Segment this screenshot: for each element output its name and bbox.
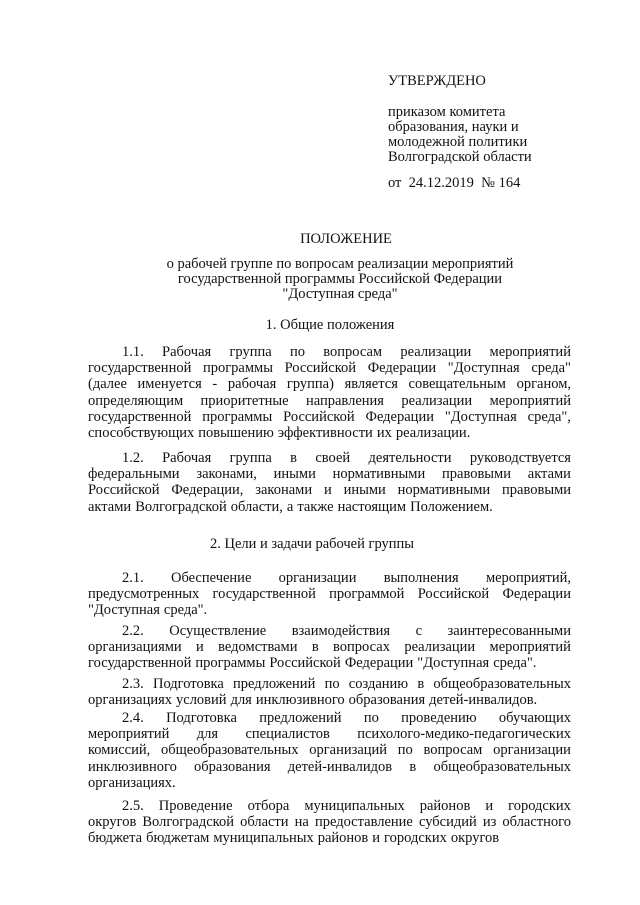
paragraph [88, 676, 571, 708]
paragraph-line: бюджета бюджетам муниципальных районов и городских округов [88, 830, 500, 847]
paragraph-line: федеральными законами, иными нормативными правовыми актами [88, 466, 571, 483]
document-subtitle [0, 257, 640, 302]
paragraph-line: 1.1. Рабочая группа по вопросам реализации мероприятий [122, 344, 571, 360]
paragraph [88, 710, 571, 791]
paragraph [88, 623, 571, 672]
paragraph-line: организациях условий для инклюзивного образования детей-инвалидов. [88, 692, 538, 709]
subtitle-line: "Доступная среда" [282, 286, 398, 302]
document-title: ПОЛОЖЕНИЕ [300, 231, 392, 247]
paragraph-line: государственной программы Российской Федерации "Доступная среда" [88, 360, 571, 377]
approval-date: от 24.12.2019 № 164 [388, 175, 521, 191]
paragraph-line: 2.1. Обеспечение организации выполнения мероприятий, [122, 570, 571, 586]
paragraph-line: 2.4. Подготовка предложений по проведению обучающих [122, 710, 571, 726]
approval-line: образования, науки и [388, 119, 519, 135]
paragraph-line: 2.2. Осуществление взаимодействия с заинтересованными [122, 623, 571, 639]
approval-line: приказом комитета [388, 104, 506, 120]
paragraph-line: определяющим приоритетные направления реализации мероприятий [88, 392, 571, 409]
approval-line: Волгоградской области [388, 149, 532, 165]
paragraph-line: (далее именуется - рабочая группа) является совещательным органом, [88, 376, 571, 393]
paragraph-line: 2.5. Проведение отбора муниципальных районов и городских [122, 798, 571, 814]
paragraph-line: мероприятий для специалистов психолого-медико-педагогических [88, 726, 571, 743]
paragraph-line: 1.2. Рабочая группа в своей деятельности руководствуется [122, 450, 571, 466]
approval-line: молодежной политики [388, 134, 528, 150]
paragraph-line: государственной программы Российской Федерации "Доступная среда", [88, 408, 571, 425]
paragraph-line: 2.3. Подготовка предложений по созданию в общеобразовательных [122, 676, 571, 692]
paragraph-line: способствующих повышению эффективности их реализации. [88, 425, 471, 442]
paragraph [88, 344, 571, 441]
paragraph-line: "Доступная среда". [88, 602, 208, 619]
section-heading: 2. Цели и задачи рабочей группы [209, 536, 415, 552]
paragraph-line: инклюзивного образования детей-инвалидов в общеобразовательных [88, 758, 571, 775]
paragraph [88, 570, 571, 619]
paragraph-line: округов Волгоградской области на предоставление субсидий из областного [88, 814, 571, 831]
section-heading: 1. Общие положения [265, 317, 395, 333]
paragraph-line: предусмотренных государственной программой Российской Федерации [88, 586, 571, 603]
subtitle-line: государственной программы Российской Федерации [177, 271, 503, 287]
paragraph-line: организациями и ведомствами в вопросах реализации мероприятий [88, 639, 571, 656]
subtitle-line: о рабочей группе по вопросам реализации мероприятий [166, 256, 514, 272]
paragraph-line: комиссий, общеобразовательных организаций по вопросам организации [88, 742, 571, 759]
paragraph [88, 798, 571, 847]
paragraph-line: государственной программы Российской Федерации "Доступная среда". [88, 655, 537, 672]
paragraph-line: Российской Федерации, законами и иными нормативными правовыми [88, 482, 571, 499]
paragraph-line: актами Волгоградской области, а также настоящим Положением. [88, 498, 493, 515]
approval-stamp [388, 74, 588, 191]
approval-title: УТВЕРЖДЕНО [388, 73, 486, 89]
paragraph [88, 450, 571, 515]
paragraph-line: организациях. [88, 774, 176, 791]
